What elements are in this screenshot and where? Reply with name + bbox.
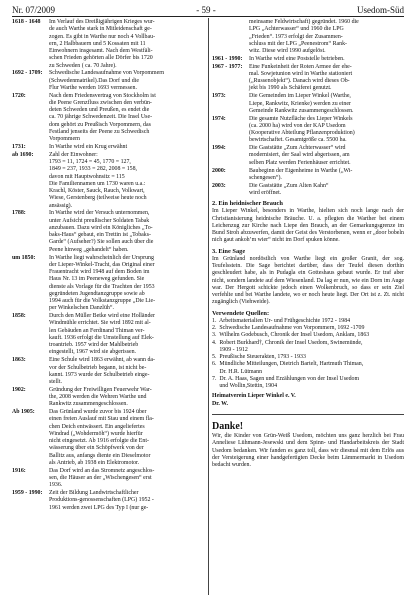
entry-line: Die Gemeinden im Lieper Winkel (Warthe, <box>249 93 351 100</box>
entry-line: Windrad („Wohdermöh“) wurde hierfür <box>49 430 143 437</box>
entry-text <box>249 145 404 167</box>
entry-line: ansässig). <box>49 202 73 209</box>
entry-line: Wiese, Gerstenberg (teilweise heute noch <box>49 195 147 202</box>
entry-line: Gründung der Freiwilligen Feuerwehr War- <box>49 386 152 393</box>
chronicle-entry <box>212 168 404 183</box>
entry-line: deten Schweden und Preußen, es endet die <box>49 107 150 114</box>
chronicle-entry <box>12 144 204 151</box>
entry-line: nicht eingesetzt. Ab 1916 erfolgte die Ent- <box>49 438 149 445</box>
chronicle-entry <box>12 210 204 254</box>
source-item: 5. Preußische Steuerakten, 1793 - 1933 <box>212 354 306 361</box>
entry-line: Eine Schule wird 1863 erwähnt, ab wann da- <box>49 357 155 364</box>
entry-line: kannt. 1973 wurde der Schulbetrieb einge- <box>49 371 150 378</box>
entry-line: witz. Diese wird 1990 aufgelöst. <box>249 48 326 54</box>
entry-line: the, 2008 werden die Wehren Warthe und <box>49 394 147 401</box>
section-2-title: 2. Ein heidnischer Brauch <box>212 200 283 208</box>
entry-line: Rankwitz zusammengeschlossen. <box>49 401 128 408</box>
entry-text <box>249 168 404 183</box>
entry-year: 1973: <box>212 93 226 100</box>
entry-line: modernisiert, der Saal wird abgerissen, am <box>249 152 350 159</box>
entry-line: (Kooperative Abteilung Pflanzenproduktion) <box>249 130 355 137</box>
entry-line: Baubeginn der Eigenheime in Warthe („Wi- <box>249 167 353 174</box>
entry-text <box>249 19 404 55</box>
entry-line: („Russenobjekt“). Danach wird dieses Ob- <box>249 78 350 85</box>
entry-line: (ca. 2000 ha) wird von der KAP Usedom <box>249 122 346 129</box>
entry-text <box>49 357 204 386</box>
entry-line: anzubauen. Dazu wird ein Königliches „To- <box>49 224 153 231</box>
entry-text <box>49 144 204 151</box>
entry-year: 1788: <box>12 210 26 217</box>
entry-year: 1618 - 1648 <box>12 19 41 25</box>
entry-line: wässerung über ein Schöpfwerk von der <box>49 445 144 452</box>
chronicle-entry <box>12 490 204 512</box>
entry-line: Das Grünland wurde zuvor bis 1924 über <box>49 409 147 416</box>
entry-text <box>49 255 204 313</box>
entry-line: Eine Funkeinheit der Roten Armee der ehe- <box>249 63 352 70</box>
entry-line: sen, die Häuser an der „Wischengesen“ erst <box>49 475 152 482</box>
entry-line: selben Platz werden Ferienhäuser errichtet. <box>249 159 351 166</box>
entry-year: 1863: <box>12 357 26 364</box>
entry-text <box>49 19 204 70</box>
entry-line: dienste als Vorlage für die Trachten der 1953 <box>49 283 155 290</box>
entry-line: einen freien Auslauf mit Stau und einem fla- <box>49 416 154 423</box>
chronicle-entry <box>212 56 404 63</box>
entry-text <box>49 468 204 490</box>
chronicle-entry <box>12 409 204 467</box>
entry-text <box>49 490 204 512</box>
entry-text <box>249 116 404 145</box>
entry-text <box>249 183 404 198</box>
entry-line: Windmühle errichtet. Sie wird 1892 mit al- <box>49 320 151 327</box>
entry-line: zu Schweden ( ca. 70 Jahre). <box>49 62 117 69</box>
chronicle-entry <box>12 19 204 70</box>
right-column <box>212 19 404 471</box>
entry-line: gegründeten Jugendtanzgruppe sowie ab <box>49 290 145 297</box>
sources-list <box>212 318 404 391</box>
entry-year: 1692 - 1709: <box>12 70 43 77</box>
entry-line: dom gehört zu Preußisch Vorpommern, das <box>49 121 151 128</box>
chronicle-entry <box>212 19 404 55</box>
entry-year: Ab 1905: <box>12 409 35 416</box>
entry-line: Festland jenseits der Peene zu Schwedisch <box>49 128 150 135</box>
entry-line: schen Frieden gehörten alle Dörfer bis 1720 <box>49 55 153 62</box>
entry-line: Zeit der Bildung Landwirtschaftlicher <box>49 490 139 497</box>
entry-year: 1916: <box>12 467 26 474</box>
entry-year: 1961 - 1990: <box>212 55 243 62</box>
source-item: 1909 - 1912 <box>212 346 248 353</box>
chronicle-entry <box>12 70 204 92</box>
entry-year: 2003: <box>212 182 226 189</box>
entry-text <box>49 409 204 467</box>
entry-line: Gemeinde Rankwitz zusammengeschlossen. <box>249 107 354 114</box>
entry-line: „Frieden“. 1973 erfolgt der Zusammen- <box>249 33 343 40</box>
entry-line: 1994 auch für die Volkstanzgruppe „Die Lie- <box>49 298 156 305</box>
chronicle-continued <box>212 19 404 197</box>
entry-line: schluss mit der LPG „Peenestrom“ Rank- <box>249 40 347 47</box>
entry-line: bewirtschaftet. Gesamtgröße ca. 5500 ha. <box>249 137 347 144</box>
entry-year: 1994: <box>212 145 226 152</box>
chronicle-entry <box>212 116 404 145</box>
entry-line: In Warthe wird eine Poststelle betrieben. <box>249 55 345 62</box>
entry-line: eingestellt, 1967 wird sie abgerissen. <box>49 349 137 356</box>
entry-text <box>249 93 404 115</box>
entry-line: Produktions-genossenschaften (LPG) 1952 - <box>49 497 154 504</box>
source-item: 7. Dr. A. Haas, Sagen und Erzählungen von der Insel Usedom <box>212 375 360 382</box>
chronicle-entry <box>12 387 204 409</box>
entry-line: die Peene Grenzfluss zwischen den verbün- <box>49 99 152 106</box>
entry-line: Vorpommern <box>49 136 80 143</box>
entry-line: 1936. <box>49 482 63 489</box>
entry-line: davon mit Hauptwohnsitz = 115 <box>49 173 125 180</box>
entry-line: baks-Haus“ gebaut, ein Trettin ist „Tobaks- <box>49 232 152 239</box>
entry-line: In Warthe wird ein Krug erwähnt <box>49 144 128 151</box>
entry-line: jekt bis 1990 als Schäferei genutzt. <box>249 85 332 92</box>
entry-line: Das Dorf wird an das Stromnetz angeschlos- <box>49 467 155 474</box>
entry-line: Ballitz aus, anfangs diente ein Dieselmotor <box>49 452 151 459</box>
entry-line: Im Verlauf des Dreißigjährigen Krieges wur- <box>49 19 155 25</box>
source-item: 1. Arbeitsmaterialien Ur- und Frühgeschichte 1972 - 1984 <box>212 317 351 324</box>
entry-line: Schwedische Landesaufnahme von Vorpommern <box>49 70 165 77</box>
entry-line: wird eröffnet. <box>249 189 282 196</box>
entry-year: 2000: <box>212 167 226 174</box>
chronicle-entry <box>12 357 204 386</box>
source-item: Dr. H.R. Lütmann <box>212 368 263 375</box>
issue-number: Nr. 07/2009 <box>12 5 56 15</box>
entry-line: ern, 2 Halbbauern und 5 Kossaten mit 11 <box>49 40 146 47</box>
entry-year: 1967 - 1977: <box>212 63 243 70</box>
source-item: 4. Robert Burkhard†, Chronik der Insel Usedom, Swinemünde, <box>212 339 363 346</box>
entry-year <box>212 19 249 55</box>
entry-line: schengesen“). <box>249 174 282 181</box>
entry-line: kauft. 1936 erfolgt die Umstellung auf Elek- <box>49 334 154 341</box>
chronicle-entry <box>12 152 204 210</box>
entry-line: zogen. Es gibt in Warthe nur noch 4 Vollbau- <box>49 33 156 40</box>
chronicle-entry <box>212 183 404 198</box>
thanks-title: Danke! <box>212 420 244 432</box>
chronicle-entry <box>12 313 204 357</box>
entry-line: meinsame Feldwirtschaft) gegründet. 1960 die <box>249 19 359 25</box>
page-header <box>12 3 404 15</box>
entry-line: Nach dem Friedensvertrag von Stockholm ist <box>49 92 156 99</box>
page-number: - 59 - <box>196 5 216 15</box>
entry-line: LPG „Achterwasser“ und 1960 die LPG <box>249 26 344 33</box>
entry-text <box>49 313 204 357</box>
entry-line: 1961 werden zwei LPG des Typ I (nur ge- <box>49 504 149 511</box>
entry-line: der Lieper-Winkel-Tracht, das Original einer <box>49 261 155 268</box>
entry-year: 1720: <box>12 92 26 99</box>
entry-line: Die Gaststätte „Zum Alten Kahn“ <box>249 182 329 189</box>
source-item: 6. Mündliche Mitteilungen, Dietrich Bartelt, Hartmuth Thiman, <box>212 361 364 368</box>
chronicle-entry <box>212 93 404 115</box>
entry-text <box>49 387 204 409</box>
entry-year: 1902: <box>12 386 26 393</box>
entry-line: In Warthe wird der Versuch unternommen, <box>49 210 150 217</box>
column-divider <box>208 18 209 595</box>
entry-line: In Warthe liegt wahrscheinlich der Ursprung <box>49 254 154 261</box>
entry-line: Die Familiennamen um 1730 waren u.a.: <box>49 180 146 187</box>
entry-line: per Winkelschen Danzlüh“. <box>49 305 114 312</box>
entry-year: 1858: <box>12 313 26 320</box>
edition-name: Usedom-Süd <box>356 5 404 15</box>
entry-line: Garde“ (Aufseher?) Sie sollen auch über die <box>49 239 154 246</box>
entry-line: vor der Schulbetrieb begann, ist nicht be- <box>49 364 147 371</box>
left-column <box>12 19 204 512</box>
entry-text <box>49 210 204 254</box>
entry-year: 1959 - 1990: <box>12 490 43 497</box>
chronicle-entry <box>212 64 404 93</box>
section-2-text: Im Lieper Winkel, besonders in Warthe, hielten sich noch lange nach der Christianisierung heidnische Bräuche. U. a. pflegten die Warther bei einem Leichenzug zur Kirche nach Liepe den Brauch, an der Gemarkungsgrenze im Bund Stroh abzuwerfen, damit der Geist des Verstorbenen, wenn er „door bobeln nich gaut ankoh’m wier“ nicht im Dorf spuken könne. <box>212 208 404 244</box>
chronicle-entry <box>12 468 204 490</box>
entry-line: 1793 = 11, 1724 = 45, 1770 = 127, <box>49 159 131 166</box>
entry-line: Frauentracht wird 1948 auf dem Boden im <box>49 269 150 276</box>
source-item: 3. Wilhelm Godebusch, Chronik der Insel Usedom, Anklam, 1863 <box>212 332 370 339</box>
chronicle-entry <box>12 93 204 144</box>
entry-line: (Schwedenmatrikel).Das Dorf und die <box>49 77 139 84</box>
entry-line: stellt. <box>49 379 62 385</box>
entry-line: mal. Sowjetunion wird in Warthe stationiert <box>249 70 353 77</box>
entry-text <box>49 93 204 144</box>
entry-text <box>249 64 404 93</box>
entry-year: ab 1690: <box>12 151 34 158</box>
entry-line: 1849 = 237, 1933 = 282, 2008 = 158, <box>49 166 138 173</box>
entry-line: Flur Warthe werden 1693 vermessen. <box>49 84 137 91</box>
sources-title: Verwendete Quellen: <box>212 309 270 317</box>
entry-text <box>49 152 204 210</box>
article-end-rule <box>212 414 404 415</box>
entry-line: de auch Warthe stark in Mitleidenschaft ge- <box>49 26 152 33</box>
entry-line: ca. 70 jährige Schwedenzeit. Die Insel Use- <box>49 114 153 121</box>
signature-author: Dr. W. <box>212 400 228 407</box>
chronicle-entry <box>12 255 204 313</box>
entry-line: Zahl der Einwohner: <box>49 151 98 158</box>
source-item: 2. Schwedische Landesaufnahme von Vorpommern, 1692 -1709 <box>212 325 365 332</box>
entry-line: Die gesamte Nutzfläche des Lieper Winkels <box>249 115 353 122</box>
entry-text <box>249 56 404 63</box>
source-item: und Wollin,Stettin, 1904 <box>212 383 278 390</box>
entry-line: Durch den Müller Betke wird eine Holländer <box>49 313 155 320</box>
entry-text <box>49 70 204 92</box>
entry-line: Peene hinweg „gehandelt“ haben. <box>49 246 129 253</box>
entry-line: Haus Nr. 13 im Peeneweg gefunden. Sie <box>49 276 145 283</box>
entry-year: um 1850: <box>12 254 36 261</box>
signature-club: Heimatverein Lieper Winkel e. V. <box>212 393 296 400</box>
entry-line: als Antrieb, ab 1938 ein Elektromotor. <box>49 459 140 466</box>
section-3-text: Im Grünland nordöstlich von Warthe liegt ein großer Granit, der sog. Teufelsstein. Die Sage berichtet darüber, dass der Teufel diesen dorthin geschleudert habe, als in Pudagla ein Gotteshaus gebaut wurde. Er traf aber nicht, sondern landete auf dem Wiesenland. Da lag er nun, wie ein Dorn im Auge war. Der Hergott schickte jedoch einen Wolkenbruch, so dass er sein Ziel verfehlte und bei Warthe landete, wo er noch heute liegt. Der Ort ist z. Zt. nicht zugänglich (Viehweide). <box>212 255 404 306</box>
entry-line: chen Deich entwässert. Ein angeliefertes <box>49 423 145 430</box>
section-3-title: 3. Eine Sage <box>212 247 246 255</box>
entry-year: 1974: <box>212 115 226 122</box>
entry-line: Krachl, Köster, Sauck, Rauch, Volkwart, <box>49 188 145 195</box>
entry-line: troantrieb. 1957 wird der Mahlbetrieb <box>49 342 139 349</box>
chronicle-entry <box>212 145 404 167</box>
entry-year: 1731: <box>12 144 26 151</box>
entry-line: Liepe, Rankwitz, Krienke) werden zu einer <box>249 100 351 107</box>
header-rule <box>12 16 404 17</box>
entry-line: Die Gaststätte „Zum Achterwasser“ wird <box>249 145 346 152</box>
entry-line: len Gebäuden an Ferdinand Thiman ver- <box>49 327 145 334</box>
entry-line: Einwohnern insgesamt. Nach dem Westfäli- <box>49 48 153 54</box>
thanks-text: Wir, die Kinder von Grün-Weiß Usedom, möchten uns ganz herzlich bei Frau Anneliese Lühmann-Jesewski und dem Spinn- und Handarbeitskreis der Stadt Usedom bedanken. Wir fanden es ganz toll, dass wir diesmal mit dem Erlös aus der Versteigerung einer handgefertigten Decke beim Lämmermarkt in Usedom bedacht wurden. <box>212 433 404 469</box>
entry-line: unter Aufsicht preußischer Soldaten Tabak <box>49 217 150 224</box>
